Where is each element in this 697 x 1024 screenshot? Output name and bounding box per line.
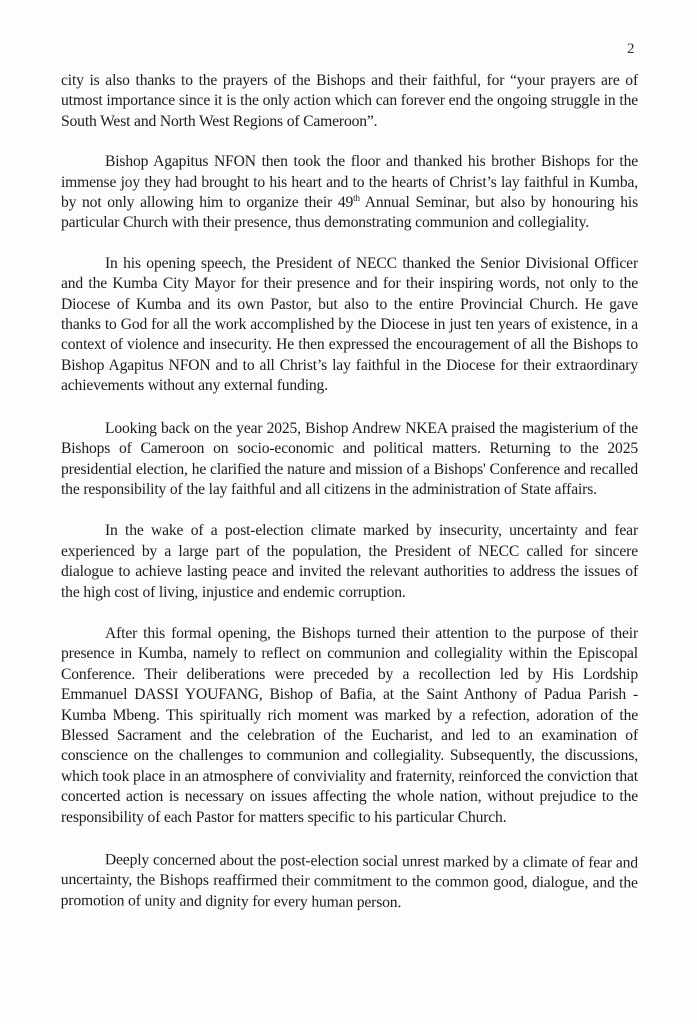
paragraph-formal-opening: After this formal opening, the Bishops turned their attention to the purpose of their presence in Kumba, namely to reflect on communion and collegiality within the Episcopal Conference. Their deliberations were preceded by a recollection led by His Lordship Emmanuel DASSI YOUFANG, Bishop of Bafia, at the Saint Anthony of Padua Parish - Kumba Mbeng. This spiritually rich moment was marked by a refection, adoration of the Blessed Sacrament and the celebration of the Eucharist, and led to an examination of conscience on the challenges to communion and collegiality. Subsequently, the discussions, which took place in an atmosphere of conviviality and fraternity, reinforced the conviction that concerted action is necessary on issues affecting the whole nation, without prejudice to the responsibility of each Pastor for matters specific to his particular Church. xyxy=(61,624,638,826)
paragraph-deeply-concerned: Deeply concerned about the post-election social unrest marked by a climate of fear and uncertainty, the Bishops reaffirmed their commitment to the common good, dialogue, and the promotion of unity and dignity for every human person. xyxy=(60,851,638,911)
paragraph-text: Annual Seminar, but also by honouring his particular Church with their presence, thus demonstrating communion and collegiality. xyxy=(61,194,638,232)
paragraph-continuation: city is also thanks to the prayers of the Bishops and their faithful, for “your prayers are of utmost importance since it is the only action which can forever end the ongoing struggle in the South West and North West Regions of Cameroon”. xyxy=(61,72,638,130)
paragraph-post-election: In the wake of a post-election climate marked by insecurity, uncertainty and fear experienced by a large part of the population, the President of NECC called for sincere dialogue to achieve lasting peace and invited the relevant authorities to address the issues of the high cost of living, injustice and endemic corruption. xyxy=(61,522,638,601)
paragraph-opening-speech: In his opening speech, the President of NECC thanked the Senior Divisional Officer and the Kumba City Mayor for their presence and for their inspiring words, not only to the Diocese of Kumba and its own Pastor, but also to the entire Provincial Church. He gave thanks to God for all the work accomplished by the Diocese in just ten years of existence, in a context of violence and insecurity. He then expressed the encouragement of all the Bishops to Bishop Agapitus NFON and to all Christ’s lay faithful in the Diocese for their extraordinary achievements without any external funding. xyxy=(61,254,638,395)
ordinal-suffix: th xyxy=(353,192,360,203)
page-number: 2 xyxy=(627,41,635,57)
paragraph-year-2025: Looking back on the year 2025, Bishop Andrew NKEA praised the magisterium of the Bishops of Cameroon on socio-economic and political matters. Returning to the 2025 presidential election, he clarified the nature and mission of a Bishops' Conference and recalled the responsibility of the lay faithful and all citizens in the administration of State affairs. xyxy=(61,419,638,498)
paragraph-bishop-nfon xyxy=(61,152,638,234)
document-body xyxy=(61,71,638,932)
paragraph-text: Bishop Agapitus NFON then took the floor and thanked his brother Bishops for the immense joy they had brought to his heart and to the hearts of Christ’s lay faithful in Kumba, by not only allowing him to organize their 49 xyxy=(61,153,638,212)
